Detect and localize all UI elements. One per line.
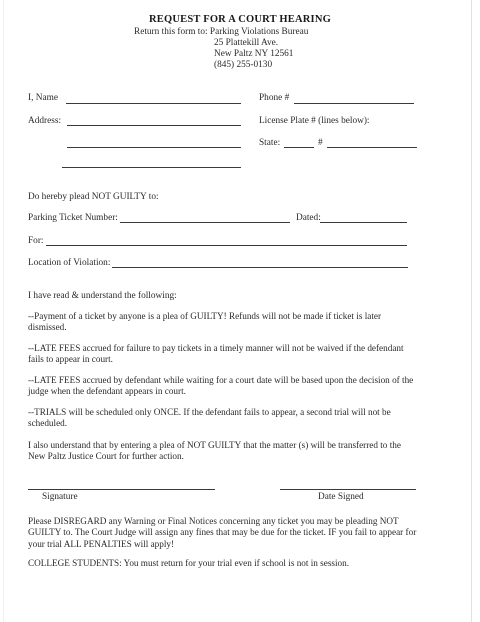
notice-justice-court-transfer: I also understand that by entering a plea of NOT GUILTY that the matter (s) will be transferred to the New Paltz Justice Court for further action. [28,440,401,462]
ticket-number-label: Parking Ticket Number: [28,213,118,223]
dated-label: Dated: [296,213,321,223]
notice-late-fees-waiting: --LATE FEES accrued by defendant while waiting for a court date will be based upon the decision of the judge when the defendant appears in court. [28,375,414,397]
phone-label: Phone # [259,93,290,103]
college-students-notice: COLLEGE STUDENTS: You must return for your trial even if school is not in session. [28,558,350,568]
address-field-line2[interactable] [67,147,241,148]
location-field[interactable] [112,267,408,268]
date-signed-label: Date Signed [318,492,364,502]
address-field-line3[interactable] [62,167,241,168]
bureau-phone: (845) 255-0130 [214,60,273,70]
signature-label: Signature [42,492,78,502]
plate-number-label: # [318,138,323,148]
for-field[interactable] [46,245,407,246]
ticket-number-field[interactable] [120,222,290,223]
signature-field[interactable] [28,489,215,490]
phone-field[interactable] [294,103,414,104]
location-label: Location of Violation: [28,258,111,268]
bureau-address-line1: 25 Plattekill Ave. [214,38,279,48]
acknowledgement-intro: I have read & understand the following: [28,291,177,301]
plate-number-field[interactable] [327,147,417,148]
for-label: For: [28,236,44,246]
date-signed-field[interactable] [280,489,416,490]
bureau-address-line2: New Paltz NY 12561 [214,49,294,59]
scan-edge-shadow-left [3,0,4,622]
notice-trials-once: --TRIALS will be scheduled only ONCE. If the defendant fails to appear, a second trial will not be scheduled. [28,407,391,429]
disregard-notice: Please DISREGARD any Warning or Final Notices concerning any ticket you may be pleading NOT GUILTY to. The Court Judge will assign any fines that may be due for the ticket. IF you fail to appear for your trial ALL PENALTIES will apply! [28,516,417,549]
form-title: REQUEST FOR A COURT HEARING [148,14,331,25]
state-label: State: [259,138,281,148]
license-plate-label: License Plate # (lines below): [259,116,370,126]
notice-late-fees-failure: --LATE FEES accrued for failure to pay tickets in a timely manner will not be waived if the defendant fails to appear in court. [28,343,404,365]
address-field-line1[interactable] [67,125,241,126]
scan-edge-shadow [471,0,472,622]
return-instruction: Return this form to: Parking Violations Bureau [134,27,309,37]
name-label: I, Name [28,93,58,103]
dated-field[interactable] [320,222,407,223]
address-label: Address: [28,116,62,126]
notice-payment-guilty: --Payment of a ticket by anyone is a plea of GUILTY! Refunds will not be made if ticket is later dismissed. [28,311,382,333]
name-field[interactable] [66,103,241,104]
plea-statement: Do hereby plead NOT GUILTY to: [28,192,159,202]
state-field[interactable] [284,147,314,148]
